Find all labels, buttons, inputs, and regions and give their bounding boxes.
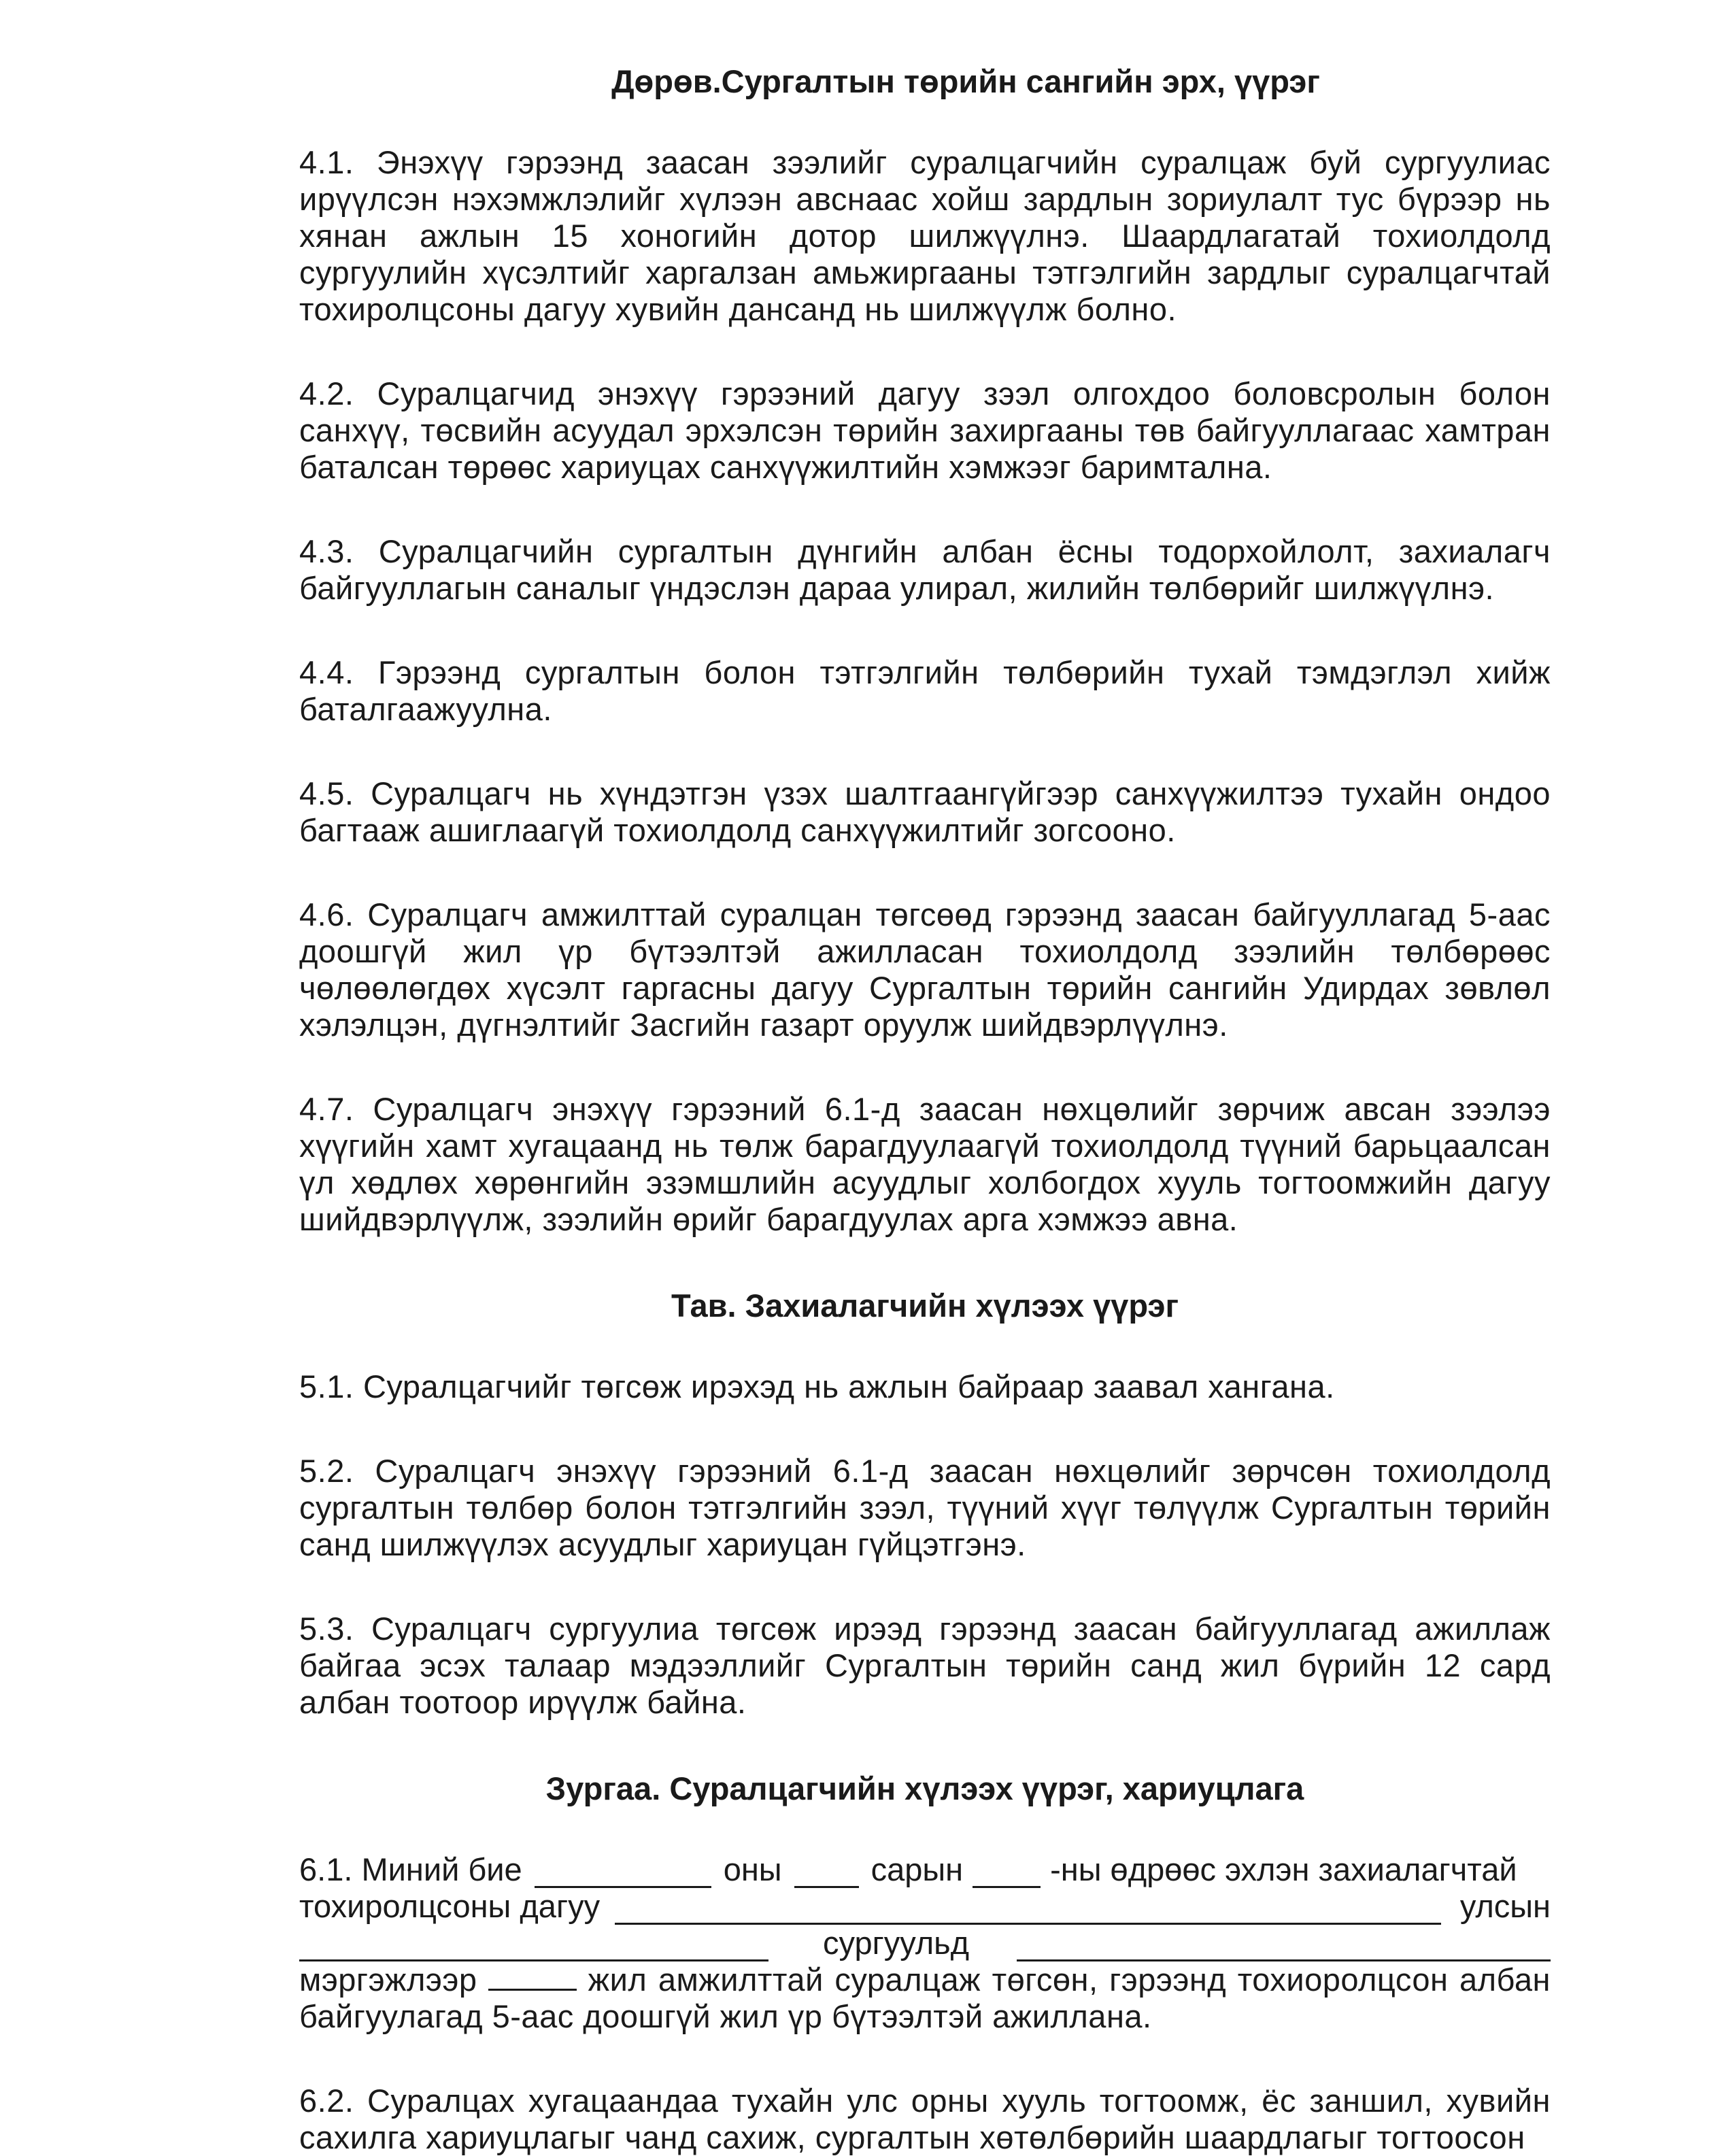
clause-6-1-rest: [299, 1961, 1551, 2035]
clause-5-1: 5.1. Суралцагчийг төгсөж ирэхэд нь ажлын байраар заавал хангана.: [299, 1368, 1335, 1404]
profession-label: мэргэжлээр: [299, 1961, 477, 1998]
school-label: сургуульд: [823, 1925, 970, 1961]
clause-6-1-line-3: [299, 1925, 1551, 1961]
clause-4-3: 4.3. Суралцагчийн сургалтын дүнгийн албан ёсны тодорхойлолт, захиалагч байгууллагын саналыг үндэслэн дараа улирал, жилийн төлбөрийг шилжүүлнэ.: [299, 533, 1551, 606]
clause-4-6: 4.6. Суралцагч амжилттай суралцан төгсөөд гэрээнд заасан байгууллагад 5-аас доошгүй жил үр бүтээлтэй ажилласан тохиолдолд зээлийн төлбөрөөс чөлөөлөгдөх хүсэлт гаргасны дагуу Сургалтын төрийн сангийн Удирдах зөвлөл хэлэлцэн, дүгнэлтийг Засгийн газарт оруулж шийдвэрлүүлнэ.: [299, 896, 1551, 1043]
agreement-label: тохиролцсоны дагуу: [299, 1888, 601, 1924]
month-label: сарын: [871, 1851, 964, 1887]
clause-5-2: 5.2. Суралцагч энэхүү гэрээний 6.1-д заасан нөхцөлийг зөрчсөн тохиолдолд сургалтын төлбөр болон тэтгэлгийн зээл, түүний хүүг төлүүлж Сургалтын төрийн санд шилжүүлэх асуудлыг хариуцан гүйцэтгэнэ.: [299, 1453, 1551, 1562]
year-blank[interactable]: [535, 1859, 711, 1888]
day-label: -ны өдрөөс эхлэн захиалагчтай: [1050, 1851, 1517, 1887]
profession-blank[interactable]: [1017, 1932, 1551, 1961]
country-blank[interactable]: [615, 1896, 1441, 1925]
clause-4-1: 4.1. Энэхүү гэрээнд заасан зээлийг суралцагчийн суралцаж буй сургуулиас ирүүлсэн нэхэмжлэлийг хүлээн авснаас хойш зардлын зориулалт тус бүрээр нь хянан ажлын 15 хоногийн дотор шилжүүлнэ. Шаардлагатай тохиолдолд сургуулийн хүсэлтийг харгалзан амьжиргааны тэтгэлгийн зардлыг суралцагчтай тохиролцсоны дагуу хувийн дансанд нь шилжүүлж болно.: [299, 144, 1551, 327]
clause-5-3: 5.3. Суралцагч сургуулиа төгсөж ирээд гэрээнд заасан байгууллагад ажиллаж байгаа эсэх талаар мэдээллийг Сургалтын төрийн санд жил бүрийн 12 сард албан тоотоор ирүүлж байна.: [299, 1611, 1551, 1720]
clause-6-1-tail: жил амжилттай суралцаж төгсөн, гэрээнд тохиоролцсон албан байгуулагад 5-аас доошгүй жил үр бүтээлтэй ажиллана.: [299, 1961, 1551, 2034]
document-page: [299, 61, 1551, 2156]
clause-6-1-prefix: 6.1. Миний бие: [299, 1851, 522, 1887]
section-4-title: Дөрөв.Сургалтын төрийн сангийн эрх, үүрэг: [611, 63, 1320, 99]
clause-4-4: 4.4. Гэрээнд сургалтын болон тэтгэлгийн төлбөрийн тухай тэмдэглэл хийж баталгаажуулна.: [299, 654, 1551, 727]
country-label: улсын: [1459, 1888, 1551, 1924]
clause-6-1-line-2: [299, 1888, 1551, 1925]
clause-6-1-line-1: [299, 1851, 1551, 1888]
years-blank[interactable]: [488, 1968, 577, 1991]
section-5-title: Тав. Захиалагчийн хүлээх үүрэг: [671, 1287, 1179, 1324]
clause-6-2: 6.2. Суралцах хугацаандаа тухайн улс орны хууль тогтоомж, ёс заншил, хувийн сахилга хариуцлагыг чанд сахиж, сургалтын хөтөлбөрийн шаардлагыг тогтоосон: [299, 2083, 1551, 2155]
section-6-title: Зургаа. Суралцагчийн хүлээх үүрэг, хариуцлага: [545, 1770, 1304, 1806]
year-label: оны: [723, 1851, 782, 1887]
school-blank[interactable]: [299, 1932, 768, 1961]
day-blank[interactable]: [973, 1859, 1041, 1888]
month-blank[interactable]: [794, 1859, 859, 1888]
clause-4-7: 4.7. Суралцагч энэхүү гэрээний 6.1-д заасан нөхцөлийг зөрчиж авсан зээлээ хүүгийн хамт хугацаанд нь төлж барагдуулаагүй тохиолдолд түүний барьцаалсан үл хөдлөх хөрөнгийн эзэмшлийн асуудлыг холбогдох хууль тогтоомжийн дагуу шийдвэрлүүлж, зээлийн өрийг барагдуулах арга хэмжээ авна.: [299, 1091, 1551, 1237]
clause-4-5: 4.5. Суралцагч нь хүндэтгэн үзэх шалтгаангүйгээр санхүүжилтээ тухайн ондоо багтааж ашиглаагүй тохиолдолд санхүүжилтийг зогсооно.: [299, 775, 1551, 848]
clause-4-2: 4.2. Суралцагчид энэхүү гэрээний дагуу зээл олгохдоо боловсролын болон санхүү, төсвийн асуудал эрхэлсэн төрийн захиргааны төв байгууллагаас хамтран баталсан төрөөс хариуцах санхүүжилтийн хэмжээг баримтална.: [299, 375, 1551, 485]
